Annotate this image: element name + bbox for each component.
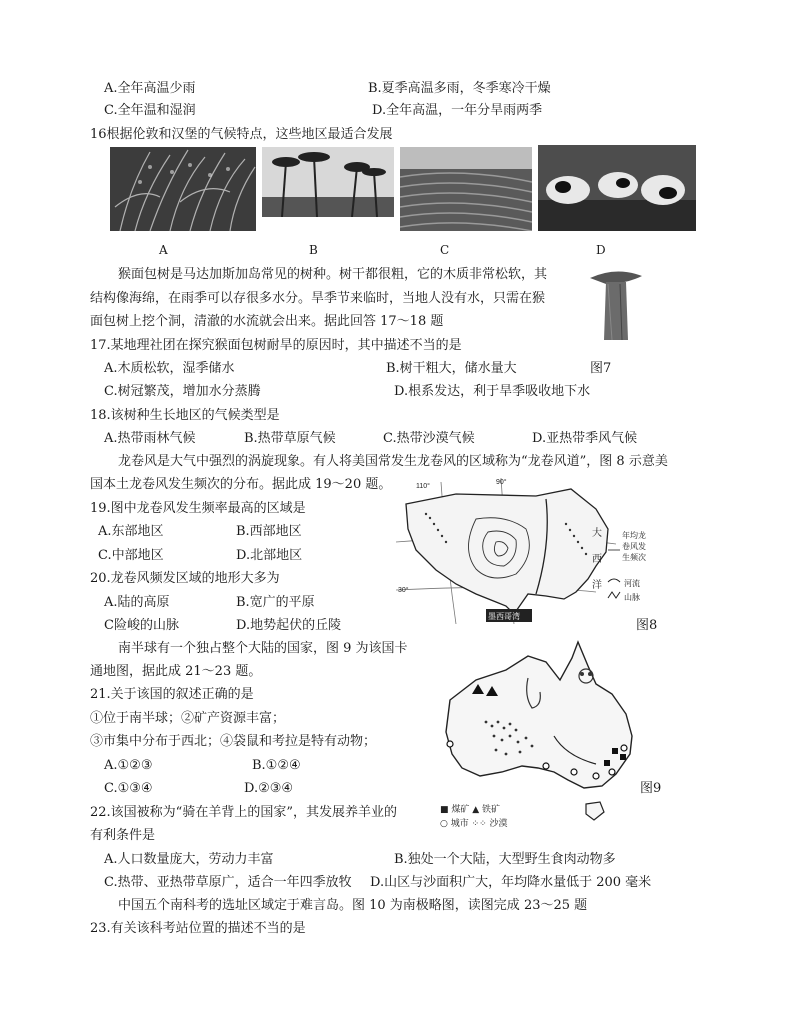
- photo-b-label: B: [309, 243, 318, 257]
- q17-option-c: C.树冠繁茂，增加水分蒸腾: [104, 384, 261, 399]
- q22-option-d: D.山区与沙面积广大，年均降水量低于 200 毫米: [370, 875, 652, 890]
- photo-c-terraces: [400, 147, 532, 231]
- q20-option-b: B.宽广的平原: [236, 595, 315, 610]
- map8-legend-freq-3: 生频次: [622, 553, 646, 562]
- q15-option-c: C.全年温和湿润: [104, 103, 196, 118]
- q21-option-b: B.①②④: [252, 758, 301, 773]
- q18-option-a: A.热带雨林气候: [104, 431, 196, 446]
- q20-stem: 20.龙卷风频发区域的地形大多为: [90, 571, 280, 586]
- photo-d-cattle: [538, 145, 696, 231]
- q20-option-c: C险峻的山脉: [104, 618, 179, 633]
- map8-legend-freq-1: 年均龙: [622, 531, 646, 540]
- map9-legend-mines: ■ 煤矿 ▲ 铁矿: [440, 805, 501, 815]
- passage4-line1: 中国五个南科考的选址区域定于难言岛。图 10 为南极略图，读图完成 23～25 题: [118, 898, 588, 913]
- q19-option-d: D.北部地区: [236, 548, 303, 563]
- photo-a-label: A: [159, 243, 168, 257]
- q17-option-d: D.根系发达，利于旱季吸收地下水: [394, 384, 591, 399]
- figure-9-caption: 图9: [640, 781, 662, 796]
- map8-ocean-3: 洋: [592, 580, 602, 591]
- q21-option-a: A.①②③: [104, 758, 153, 773]
- q21-statement-2: ③市集中分布于西北；④袋鼠和考拉是特有动物；: [90, 734, 377, 749]
- q20-option-d: D.地势起伏的丘陵: [236, 618, 342, 633]
- baobab-tree-image: [586, 264, 646, 344]
- q21-option-d: D.②③④: [244, 781, 294, 796]
- photo-d-label: D: [596, 243, 606, 257]
- photo-b-palms: [262, 147, 394, 217]
- q17-stem: 17.某地理社团在探究猴面包树耐旱的原因时，其中描述不当的是: [90, 338, 462, 353]
- q22-option-b: B.独处一个大陆，大型野生食肉动物多: [394, 852, 616, 867]
- q17-option-b: B.树干粗大，储水量大: [386, 361, 517, 376]
- q22-option-a: A.人口数量庞大，劳动力丰富: [104, 852, 274, 867]
- map9-legend-city-desert: ○ 城市 ⁘⁘ 沙漠: [440, 819, 508, 829]
- q18-option-c: C.热带沙漠气候: [383, 431, 475, 446]
- passage2-line1: 龙卷风是大气中强烈的涡旋现象。有人将美国常发生龙卷风的区域称为“龙卷风道”，图 8 示意美: [118, 454, 668, 469]
- q21-option-c: C.①③④: [104, 781, 153, 796]
- figure-8-caption: 图8: [636, 618, 658, 633]
- q19-option-b: B.西部地区: [236, 524, 302, 539]
- map8-lon-90: 90°: [496, 479, 507, 486]
- q18-option-d: D.亚热带季风气候: [532, 431, 638, 446]
- passage2-line2: 国本土龙卷风发生频次的分布。据此成 19～20 题。: [90, 477, 392, 492]
- passage3-line2: 通地图，据此成 21～23 题。: [90, 664, 262, 679]
- q19-option-c: C.中部地区: [98, 548, 164, 563]
- q22-stem-line2: 有利条件是: [90, 828, 156, 843]
- q23-stem: 23.有关该科考站位置的描述不当的是: [90, 921, 306, 936]
- figure-7-caption: 图7: [590, 361, 612, 376]
- q20-option-a: A.陆的高原: [104, 595, 170, 610]
- passage3-line1: 南半球有一个独占整个大陆的国家，图 9 为该国卡: [118, 641, 408, 656]
- map8-gulf-label: 墨西哥湾: [488, 612, 520, 621]
- map8-legend-freq-2: 卷风发: [622, 542, 646, 551]
- q18-stem: 18.该树种生长地区的气候类型是: [90, 408, 280, 423]
- photo-c-label: C: [440, 243, 450, 257]
- q21-stem: 21.关于该国的叙述正确的是: [90, 687, 254, 702]
- map8-ocean-2: 西: [592, 554, 602, 565]
- map8-lon-110: 110°: [416, 483, 430, 490]
- q19-option-a: A.东部地区: [98, 524, 164, 539]
- q21-statement-1: ①位于南半球；②矿产资源丰富；: [90, 711, 286, 726]
- q16-stem: 16根据伦敦和汉堡的气候特点，这些地区最适合发展: [90, 127, 393, 142]
- map8-lat-30: 30°: [398, 587, 409, 594]
- q15-option-a: A.全年高温少雨: [104, 81, 196, 96]
- map8-legend-mountain: 山脉: [624, 593, 640, 602]
- photo-a-rice: [110, 147, 256, 231]
- passage1-line1: 猴面包树是马达加斯加岛常见的树种。树干都很粗，它的木质非常松软，其: [118, 267, 548, 282]
- passage1-line2: 结构像海绵，在雨季可以存很多水分。旱季节来临时，当地人没有水，只需在猴: [90, 291, 546, 306]
- passage1-line3: 面包树上挖个洞，清澈的水流就会出来。据此回答 17～18 题: [90, 314, 444, 329]
- figure-8-usa-tornado-map: [396, 474, 658, 630]
- q18-option-b: B.热带草原气候: [244, 431, 336, 446]
- q15-option-b: B.夏季高温多雨，冬季寒冷干燥: [368, 81, 551, 96]
- q15-option-d: D.全年高温，一年分旱雨两季: [372, 103, 543, 118]
- map8-ocean-1: 大: [592, 528, 602, 539]
- map8-legend-river: 河流: [624, 579, 640, 588]
- q22-option-c: C.热带、亚热带草原广，适合一年四季放牧: [104, 875, 352, 890]
- q19-stem: 19.图中龙卷风发生频率最高的区域是: [90, 501, 306, 516]
- q22-stem-line1: 22.该国被称为“骑在羊背上的国家”，其发展养羊业的: [90, 805, 397, 820]
- figure-9-australia-map: [436, 636, 648, 832]
- q17-option-a: A.木质松软，湿季储水: [104, 361, 235, 376]
